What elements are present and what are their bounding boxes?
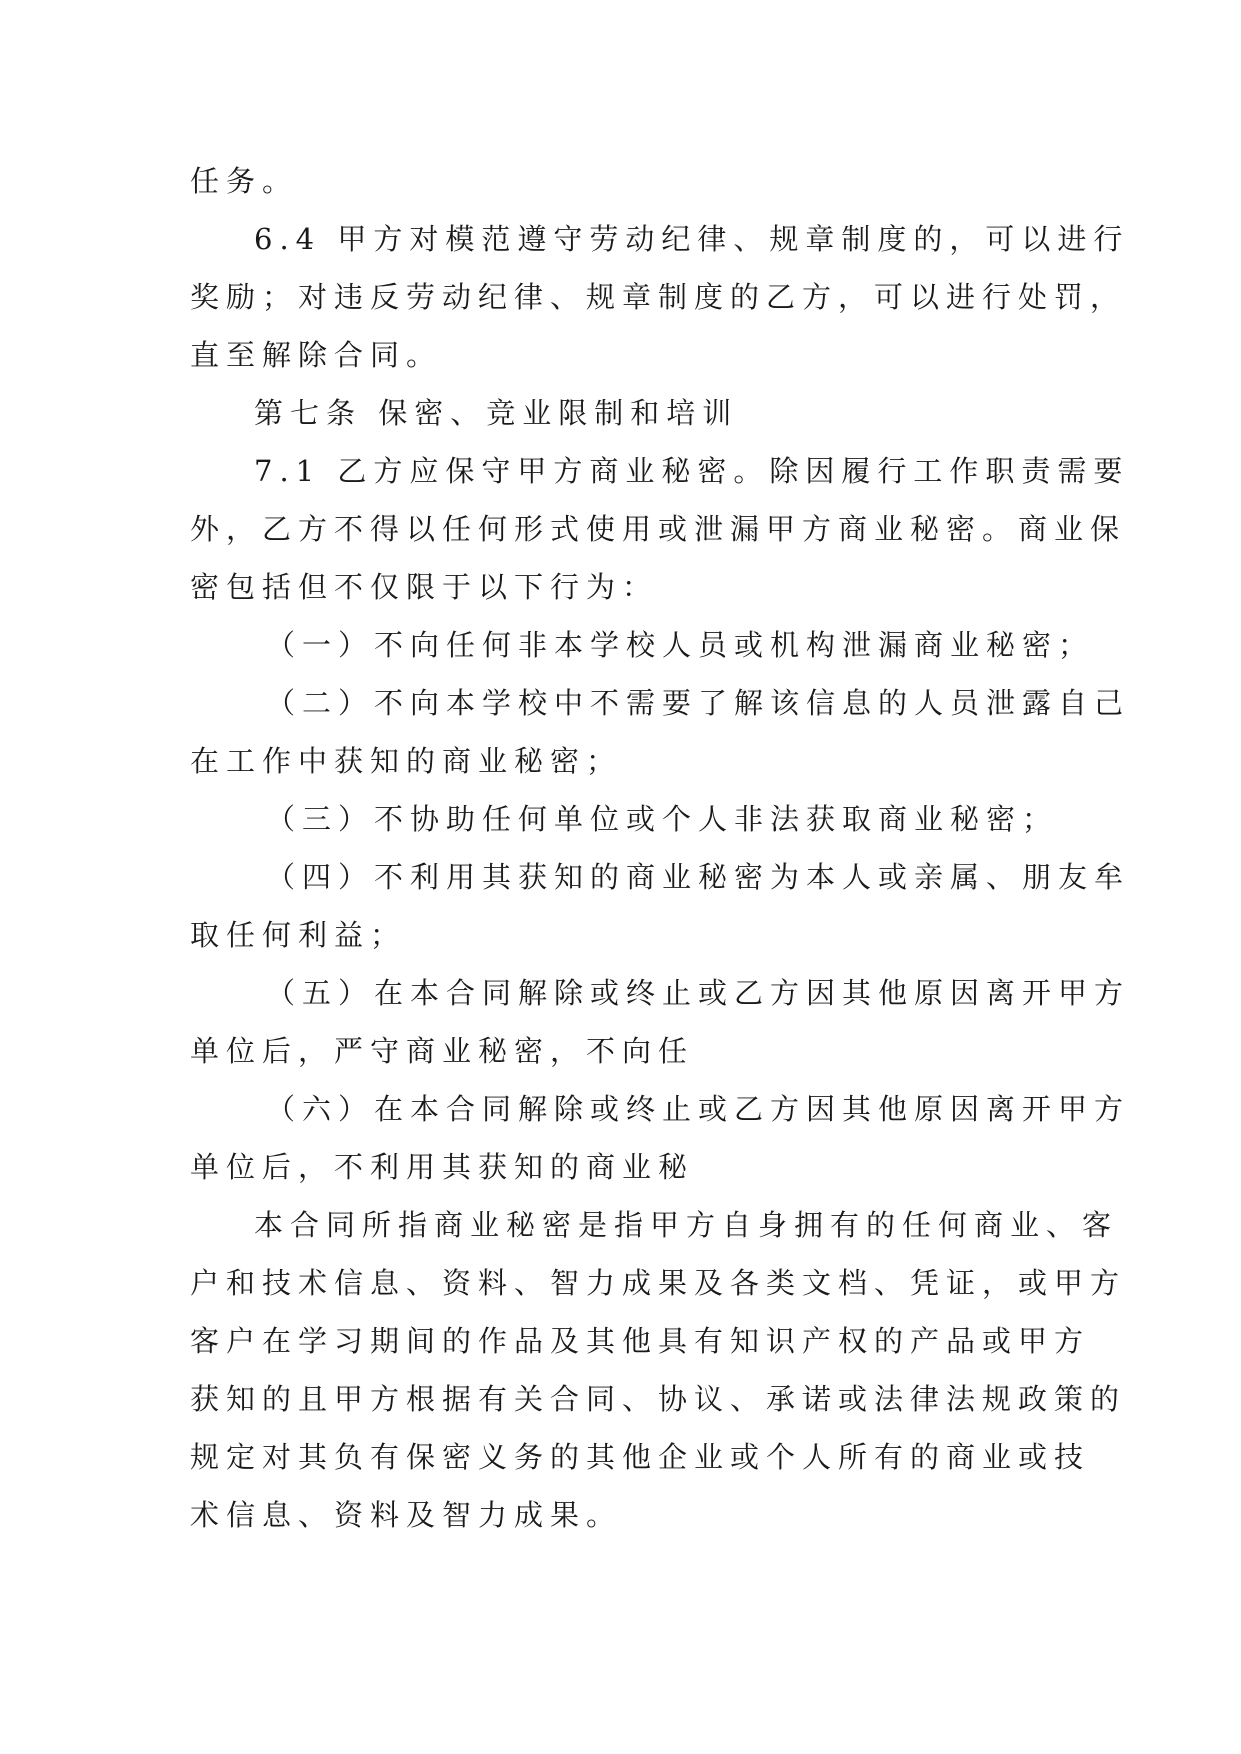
text-line: 在工作中获知的商业秘密； [190, 744, 623, 778]
text-line: 直至解除合同。 [190, 338, 443, 372]
text-line: 单位后，不利用其获知的商业秘 [190, 1150, 695, 1184]
text-line: 规定对其负有保密义务的其他企业或个人所有的商业或技 [190, 1440, 1091, 1474]
text-line: 客户在学习期间的作品及其他具有知识产权的产品或甲方 [190, 1324, 1091, 1358]
section-heading: 第七条 保密、竞业限制和培训 [254, 396, 739, 430]
list-item: （二）不向本学校中不需要了解该信息的人员泄露自己 [266, 686, 1131, 720]
list-item: （三）不协助任何单位或个人非法获取商业秘密； [266, 802, 1059, 836]
text-line: 本合同所指商业秘密是指甲方自身拥有的任何商业、客 [254, 1208, 1119, 1242]
list-item: （五）在本合同解除或终止或乙方因其他原因离开甲方 [266, 976, 1131, 1010]
document-body [190, 152, 1131, 1544]
list-item: （四）不利用其获知的商业秘密为本人或亲属、朋友牟 [266, 860, 1131, 894]
text-line: 获知的且甲方根据有关合同、协议、承诺或法律法规政策的 [190, 1382, 1127, 1416]
text-line: 6.4 甲方对模范遵守劳动纪律、规章制度的，可以进行 [254, 222, 1130, 256]
text-line: 奖励；对违反劳动纪律、规章制度的乙方，可以进行处罚， [190, 280, 1127, 314]
text-line: 术信息、资料及智力成果。 [190, 1498, 623, 1532]
text-line: 取任何利益； [190, 918, 407, 952]
text-line: 7.1 乙方应保守甲方商业秘密。除因履行工作职责需要 [254, 454, 1130, 488]
text-line: 户和技术信息、资料、智力成果及各类文档、凭证，或甲方 [190, 1266, 1127, 1300]
text-line: 外，乙方不得以任何形式使用或泄漏甲方商业秘密。商业保 [190, 512, 1127, 546]
text-line: 密包括但不仅限于以下行为： [190, 570, 659, 604]
text-line: 单位后，严守商业秘密，不向任 [190, 1034, 695, 1068]
list-item: （六）在本合同解除或终止或乙方因其他原因离开甲方 [266, 1092, 1131, 1126]
list-item: （一）不向任何非本学校人员或机构泄漏商业秘密； [266, 628, 1095, 662]
text-line: 任务。 [190, 164, 299, 198]
